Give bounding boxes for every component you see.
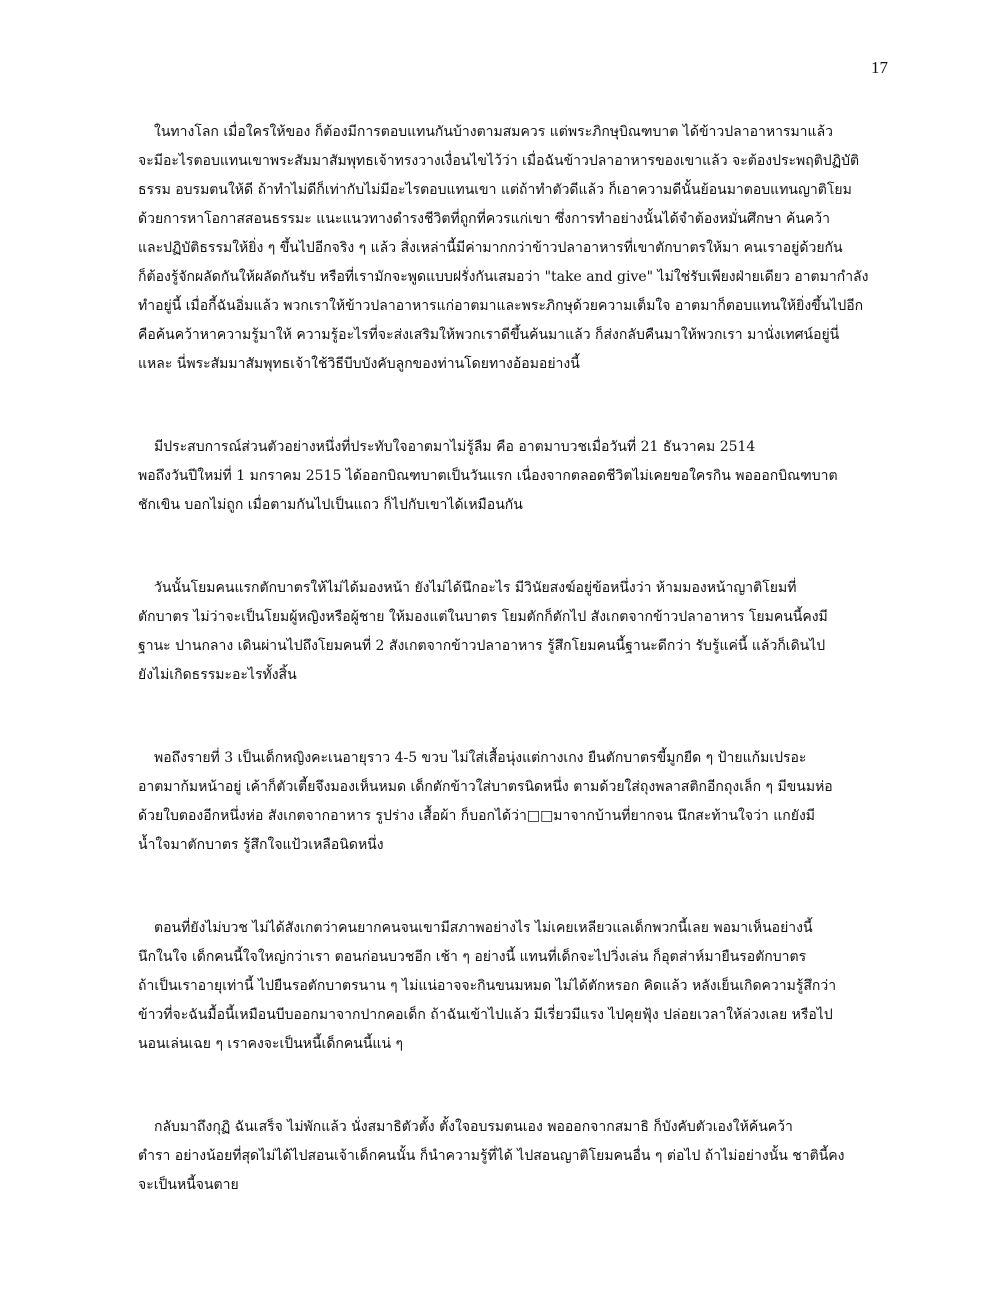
paragraph	[138, 118, 880, 379]
paragraph	[138, 433, 880, 520]
text-line: ในทางโลก เมื่อใครให้ของ ก็ต้องมีการตอบแทนกันบ้างตามสมควร แต่พระภิกษุบิณฑบาต ได้ข้าวปลาอาหารมาแล้ว	[154, 124, 834, 140]
text-line: พอถึงรายที่ 3 เป็นเด็กหญิงคะเนอายุราว 4-5 ขวบ ไม่ใส่เสื้อนุ่งแต่กางเกง ยืนตักบาตรขี้มูกยืด ๆ ป้ายแก้มเปรอะ	[154, 750, 807, 766]
paragraph	[138, 914, 880, 1059]
text-line: คือค้นคว้าหาความรู้มาให้ ความรู้อะไรที่จะส่งเสริมให้พวกเราดีขึ้นค้นมาแล้ว ก็ส่งกลับคืนมาให้พวกเรา มานั่งเทศน์อยู่นี่	[138, 327, 840, 343]
text-line: และปฏิบัติธรรมให้ยิ่ง ๆ ขึ้นไปอีกจริง ๆ แล้ว สิ่งเหล่านี้มีค่ามากกว่าข้าวปลาอาหารที่เขาตักบาตรให้มา คนเราอยู่ด้วยกัน	[138, 240, 843, 256]
text-line: พอถึงวันปีใหม่ที่ 1 มกราคม 2515 ได้ออกบิณฑบาตเป็นวันแรก เนื่องจากตลอดชีวิตไม่เคยขอใครกิน พอออกบิณฑบาต	[138, 468, 838, 484]
text-line: วันนั้นโยมคนแรกตักบาตรให้ไม่ได้มองหน้า ยังไม่ได้นึกอะไร มีวินัยสงฆ์อยู่ข้อหนึ่งว่า ห้ามมองหน้าญาติโยมที่	[154, 580, 797, 596]
text-line: ตำรา อย่างน้อยที่สุดไม่ได้ไปสอนเจ้าเด็กคนนั้น ก็นำความรู้ที่ได้ ไปสอนญาติโยมคนอื่น ๆ ต่อไป ถ้าไม่อย่างนั้น ชาตินี้คง	[138, 1148, 845, 1164]
paragraph	[138, 574, 880, 690]
text-line: ด้วยใบตองอีกหนึ่งห่อ สังเกตจากอาหาร รูปร่าง เสื้อผ้า ก็บอกได้ว่า□□มาจากบ้านที่ยากจน นึกสะท้านใจว่า แกยังมี	[138, 808, 816, 824]
text-line: มีประสบการณ์ส่วนตัวอย่างหนึ่งที่ประทับใจอาตมาไม่รู้ลืม คือ อาตมาบวชเมื่อวันที่ 21 ธันวาคม 2514	[154, 439, 756, 455]
page-number: 17	[871, 58, 888, 77]
paragraph	[138, 1113, 880, 1200]
text-line: ข้าวที่จะฉันมื้อนี้เหมือนบีบออกมาจากปากคอเด็ก ถ้าฉันเข้าไปแล้ว มีเรี่ยวมีแรง ไปคุยฟุ้ง ปล่อยเวลาให้ล่วงเลย หรือไป	[138, 1007, 833, 1023]
text-line: นอนเล่นเฉย ๆ เราคงจะเป็นหนี้เด็กคนนี้แน่ ๆ	[138, 1036, 403, 1052]
text-line: ทำอยู่นี้ เมื่อกี้ฉันอิ่มแล้ว พวกเราให้ข้าวปลาอาหารแก่อาตมาและพระภิกษุด้วยความเต็มใจ อาตมาก็ตอบแทนให้ยิ่งขึ้นไปอีก	[138, 298, 864, 314]
paragraph	[138, 744, 880, 860]
text-line: จะเป็นหนี้จนตาย	[138, 1177, 239, 1193]
text-line: ยังไม่เกิดธรรมะอะไรทั้งสิ้น	[138, 667, 297, 683]
text-line: ถ้าเป็นเราอายุเท่านี้ ไปยืนรอตักบาตรนาน ๆ ไม่แน่อาจจะกินขนมหมด ไม่ได้ตักหรอก คิดแล้ว หลังเย็นเกิดความรู้สึกว่า	[138, 978, 837, 994]
text-line: กลับมาถึงกุฏิ ฉันเสร็จ ไม่พักแล้ว นั่งสมาธิตัวตั้ง ตั้งใจอบรมตนเอง พอออกจากสมาธิ ก็บังคับตัวเองให้ค้นคว้า	[154, 1119, 793, 1135]
text-line: ชักเขิน บอกไม่ถูก เมื่อตามกันไปเป็นแถว ก็ไปกับเขาได้เหมือนกัน	[138, 497, 523, 513]
text-line: แหละ นี่พระสัมมาสัมพุทธเจ้าใช้วิธีบีบบังคับลูกของท่านโดยทางอ้อมอย่างนี้	[138, 356, 580, 372]
text-line: จะมีอะไรตอบแทนเขาพระสัมมาสัมพุทธเจ้าทรงวางเงื่อนไขไว้ว่า เมื่อฉันข้าวปลาอาหารของเขาแล้ว จะต้องประพฤติปฏิบัติ	[138, 153, 860, 169]
text-line: อาตมาก้มหน้าอยู่ เค้าก็ตัวเตี้ยจึงมองเห็นหมด เด็กตักข้าวใส่บาตรนิดหนึ่ง ตามด้วยใส่ถุงพลาสติกอีกถุงเล็ก ๆ มีขนมห่อ	[138, 779, 833, 795]
text-line: ฐานะ ปานกลาง เดินผ่านไปถึงโยมคนที่ 2 สังเกตจากข้าวปลาอาหาร รู้สึกโยมคนนี้ฐานะดีกว่า รับรู้แค่นี้ แล้วก็เดินไป	[138, 638, 826, 654]
text-line: ด้วยการหาโอกาสสอนธรรมะ แนะแนวทางดำรงชีวิตที่ถูกที่ควรแก่เขา ซึ่งการทำอย่างนั้นได้จำต้องหมั่นศึกษา ค้นคว้า	[138, 211, 831, 227]
text-line: ธรรม อบรมตนให้ดี ถ้าทำไม่ดีก็เท่ากับไม่มีอะไรตอบแทนเขา แต่ถ้าทำตัวดีแล้ว ก็เอาความดีนั้นย้อนมาตอบแทนญาติโยม	[138, 182, 852, 198]
text-line: ตอนที่ยังไม่บวช ไม่ได้สังเกตว่าคนยากคนจนเขามีสภาพอย่างไร ไม่เคยเหลียวแลเด็กพวกนี้เลย พอมาเห็นอย่างนี้	[154, 920, 813, 936]
text-line: ก็ต้องรู้จักผลัดกันให้ผลัดกันรับ หรือที่เรามักจะพูดแบบฝรั่งกันเสมอว่า "take and give" ไม่ใช่รับเพียงฝ่ายเดียว อาตมากำลัง	[138, 269, 869, 285]
text-line: น้ำใจมาตักบาตร รู้สึกใจแป้วเหลือนิดหนึ่ง	[138, 837, 384, 853]
text-line: นึกในใจ เด็กคนนี้ใจใหญ่กว่าเรา ตอนก่อนบวชอีก เช้า ๆ อย่างนี้ แทนที่เด็กจะไปวิ่งเล่น ก็อุตส่าห์มายืนรอตักบาตร	[138, 949, 807, 965]
text-line: ตักบาตร ไม่ว่าจะเป็นโยมผู้หญิงหรือผู้ชาย ให้มองแต่ในบาตร โยมตักก็ตักไป สังเกตจากข้าวปลาอาหาร โยมคนนี้คงมี	[138, 609, 828, 625]
body-text	[138, 118, 880, 1254]
